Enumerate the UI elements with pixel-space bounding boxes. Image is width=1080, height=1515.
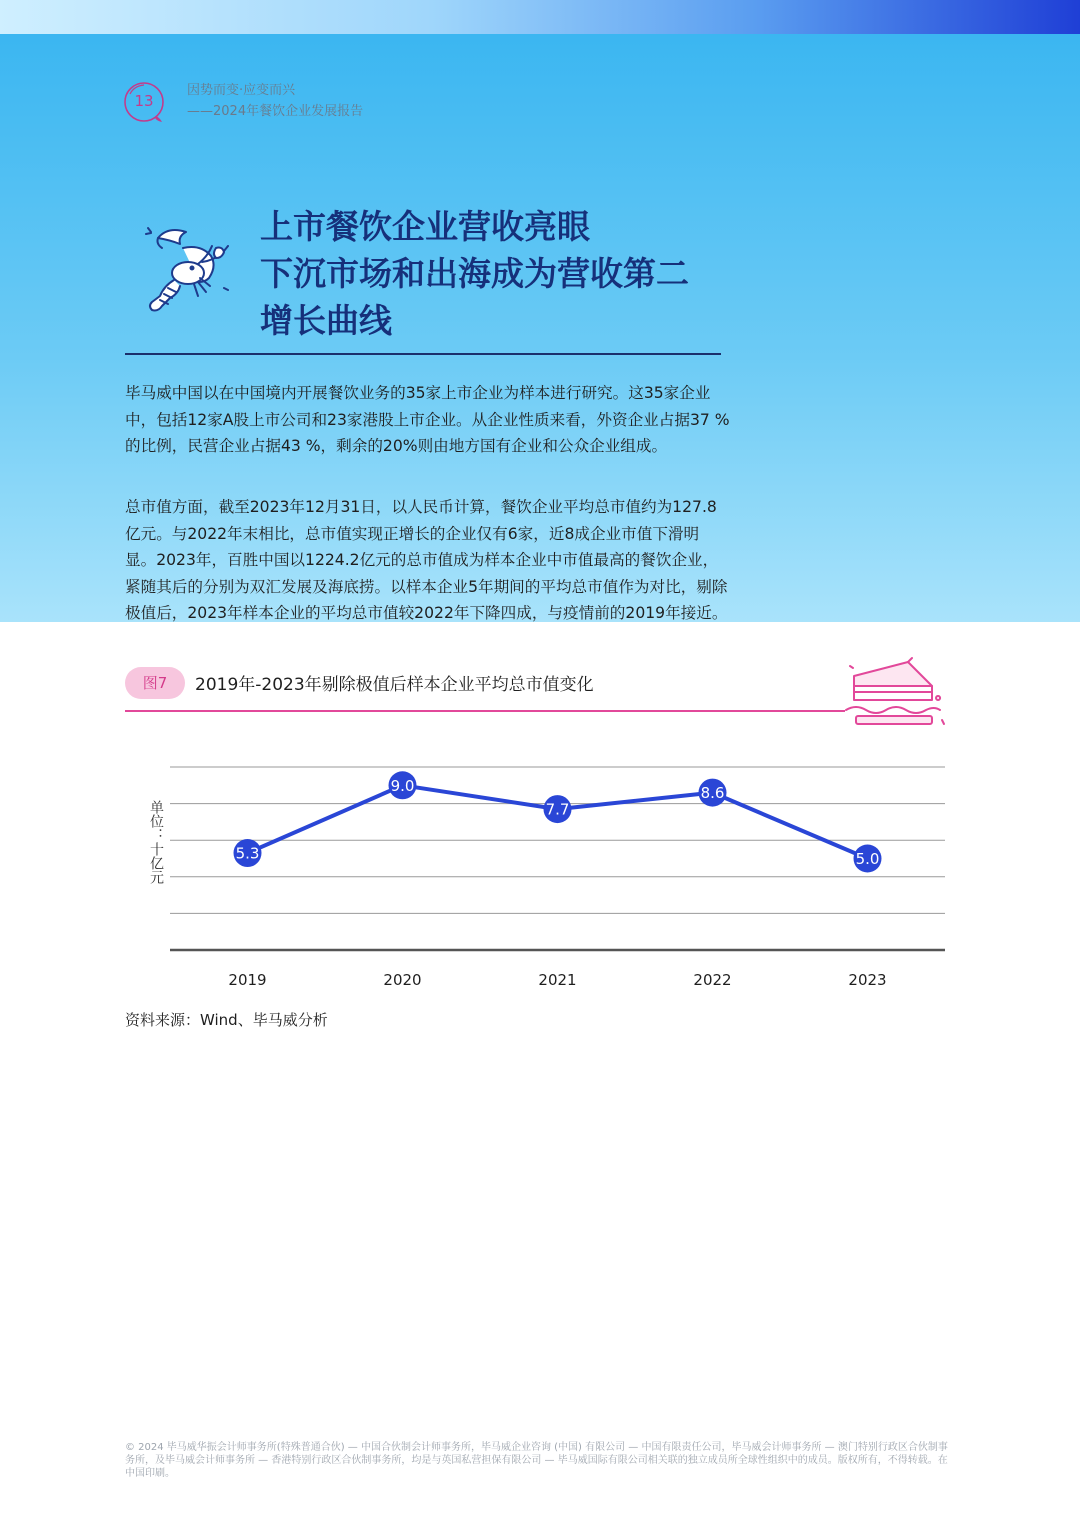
headline-line-1: 上市餐饮企业营收亮眼 xyxy=(260,207,590,246)
headline xyxy=(260,203,740,344)
x-tick-label: 2019 xyxy=(228,971,267,989)
report-subtitle: ——2024年餐饮企业发展报告 xyxy=(187,104,364,119)
line-chart xyxy=(125,745,955,1000)
lobster-illustration xyxy=(128,218,238,327)
figure-divider xyxy=(125,710,845,712)
top-gradient-strip xyxy=(0,0,1080,34)
data-label: 8.6 xyxy=(700,784,725,803)
page-badge-icon xyxy=(122,80,166,124)
figure-title: 2019年-2023年剔除极值后样本企业平均总市值变化 xyxy=(195,675,594,695)
headline-line-3: 增长曲线 xyxy=(260,301,392,340)
x-tick-label: 2021 xyxy=(538,971,577,989)
body-paragraph-1: 毕马威中国以在中国境内开展餐饮业务的35家上市企业为样本进行研究。这35家企业中，包括12家A股上市公司和23家港股上市企业。从企业性质来看，外资企业占据37 %的比例，民营企业占据43 %，剩余的20%则由地方国有企业和公众企业组成。 xyxy=(125,384,730,455)
y-axis-label: 单位：十亿元 xyxy=(148,800,164,884)
data-label: 5.0 xyxy=(855,850,880,868)
figure-source: 资料来源：Wind、毕马威分析 xyxy=(125,1011,328,1029)
headline-line-2: 下沉市场和出海成为营收第二 xyxy=(260,254,689,293)
data-label: 9.0 xyxy=(390,776,415,795)
x-tick-label: 2023 xyxy=(848,971,887,989)
series-title: 因势而变·应变而兴 xyxy=(187,83,296,98)
footer-legal: © 2024 毕马威华振会计师事务所(特殊普通合伙) — 中国合伙制会计师事务所，毕马威企业咨询 (中国) 有限公司 — 中国有限责任公司，毕马威会计师事务所 — 澳门特别行政区合伙制事务所，及毕马威会计师事务所 — 香港特别行政区合伙制事务所，均是与英国私营担保有限公司 — 毕马威国际有限公司相关联的独立成员所全球性组织中的成员。版权所有，不得转载。在中国印刷。 xyxy=(125,1442,948,1479)
data-label: 7.7 xyxy=(545,800,570,819)
figure-badge: 图7 xyxy=(125,667,185,699)
x-tick-label: 2022 xyxy=(693,971,732,989)
page-number: 13 xyxy=(134,92,154,110)
body-paragraph-2: 总市值方面，截至2023年12月31日，以人民币计算，餐饮企业平均总市值约为127.8亿元。与2022年末相比，总市值实现正增长的企业仅有6家，近8成企业市值下滑明显。2023年，百胜中国以1224.2亿元的总市值成为样本企业中市值最高的餐饮企业，紧随其后的分别为双汇发展及海底捞。以样本企业5年期间的平均总市值作为对比，剔除极值后，2023年样本企业的平均总市值较2022年下降四成，与疫情前的2019年接近。 xyxy=(125,498,728,622)
x-tick-label: 2020 xyxy=(383,971,422,989)
data-label: 5.3 xyxy=(235,844,260,863)
report-title xyxy=(187,80,363,122)
headline-divider xyxy=(125,353,721,355)
cake-illustration xyxy=(838,652,948,736)
